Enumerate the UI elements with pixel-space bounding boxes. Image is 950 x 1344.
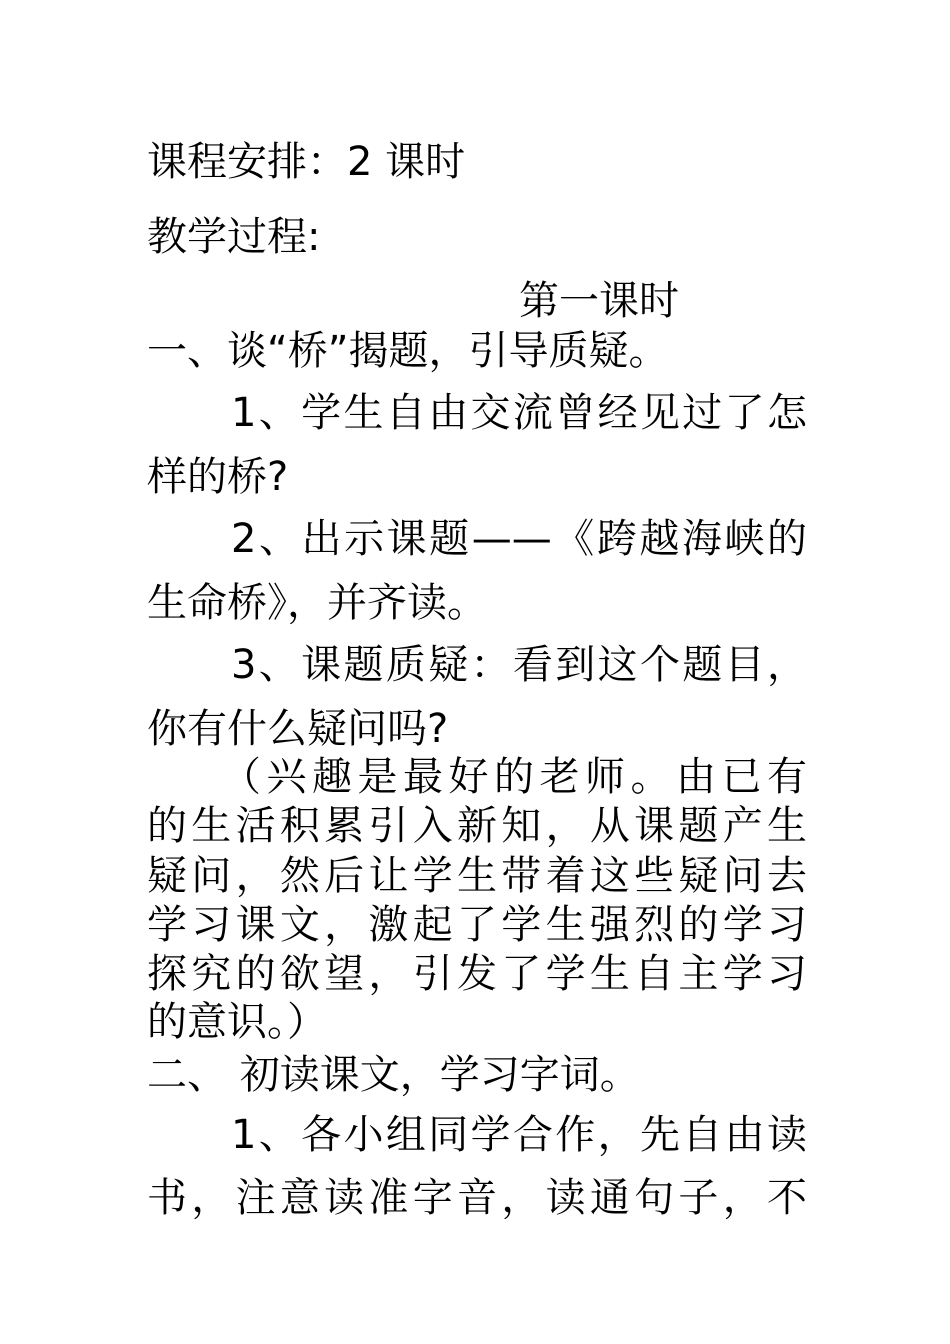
item-2-1-line-1: 1、各小组同学合作，先自由读	[231, 1112, 807, 1158]
note-line-2: 的生活积累引入新知，从课题产生	[147, 803, 807, 849]
note-line-5: 探究的欲望，引发了学生自主学习	[147, 951, 807, 997]
item-1-3-line-2: 你有什么疑问吗?	[147, 706, 449, 752]
item-2-1-line-2: 书，注意读准字音，读通句子，不	[147, 1175, 807, 1221]
lesson-title: 第一课时	[519, 278, 679, 324]
item-1-1-line-1: 1、学生自由交流曾经见过了怎	[231, 390, 807, 436]
item-1-2-line-2: 生命桥》，并齐读。	[147, 580, 487, 626]
section-two-heading: 二、 初读课文，学习字词。	[147, 1052, 640, 1098]
item-1-1-line-2: 样的桥?	[147, 454, 289, 500]
section-one-heading: 一、谈“桥”揭题，引导质疑。	[147, 328, 669, 374]
item-1-2-line-1: 2、出示课题——《跨越海峡的	[231, 516, 807, 562]
teaching-process-heading: 教学过程:	[147, 214, 321, 260]
note-line-6: 的意识。）	[147, 999, 327, 1045]
item-1-3-line-1: 3、课题质疑：看到这个题目，	[231, 642, 807, 688]
note-line-4: 学习课文，激起了学生强烈的学习	[147, 902, 807, 948]
note-line-3: 疑问，然后让学生带着这些疑问去	[147, 853, 807, 899]
course-schedule: 课程安排：2 课时	[147, 139, 466, 185]
note-line-1: （兴趣是最好的老师。由已有	[221, 754, 807, 800]
